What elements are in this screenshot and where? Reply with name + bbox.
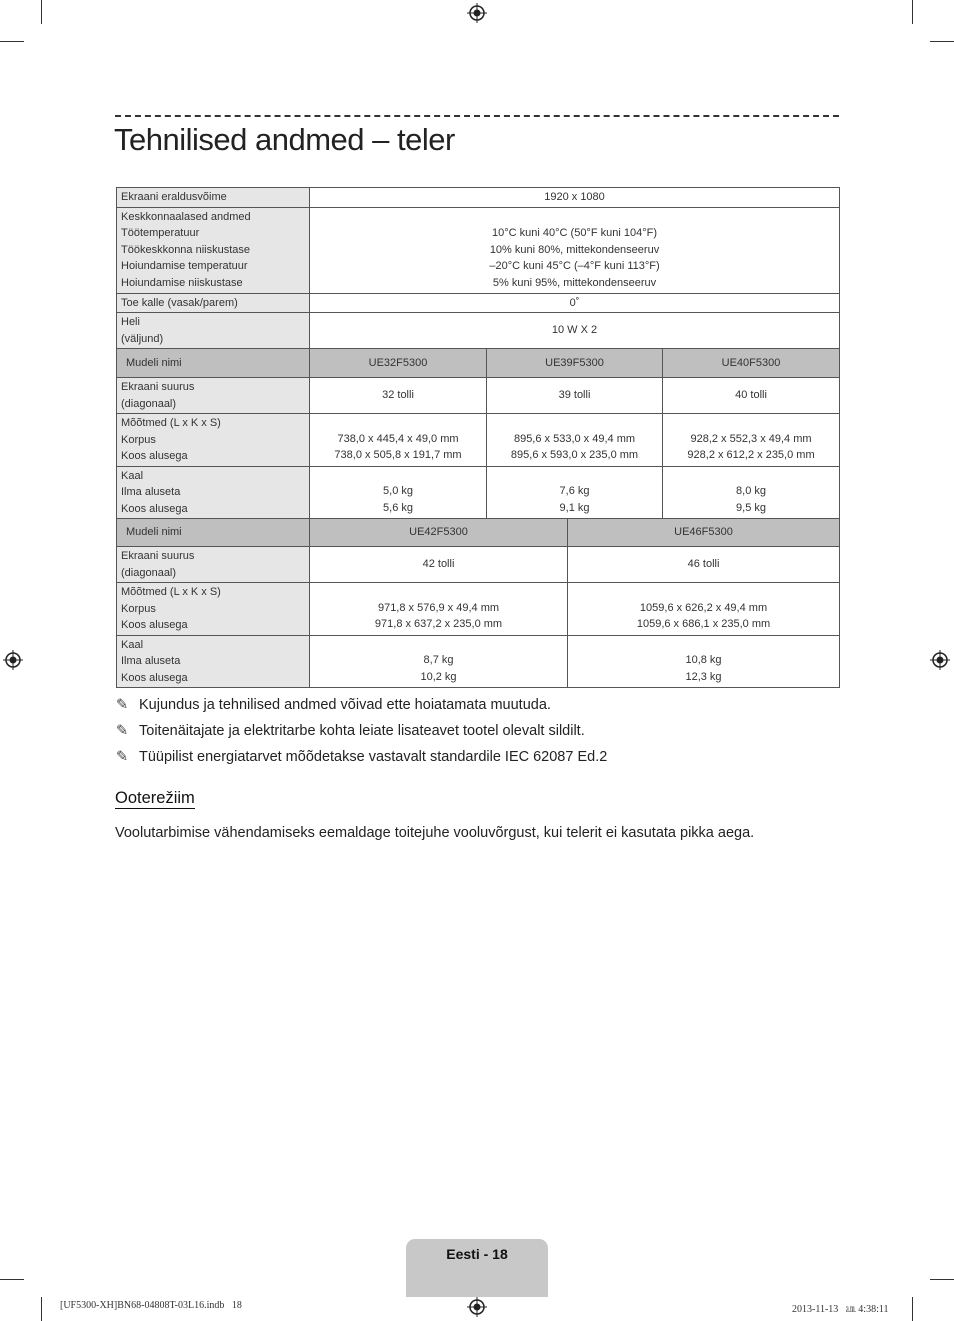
- pencil-note-icon: ✎: [116, 723, 129, 739]
- dim-value: [310, 414, 487, 467]
- dim-value: [310, 583, 568, 636]
- dim-stand: 738,0 x 505,8 x 191,7 mm: [334, 449, 462, 462]
- size-label: Ekraani suurus: [121, 550, 195, 562]
- dim-body: 738,0 x 445,4 x 49,0 mm: [337, 432, 459, 445]
- weight-label: Ilma aluseta: [121, 655, 181, 667]
- dim-body: 1059,6 x 626,2 x 49,4 mm: [639, 601, 768, 614]
- weight-with-stand: 9,1 kg: [559, 501, 590, 514]
- weight-label: Koos alusega: [121, 502, 188, 515]
- weight-value: [310, 635, 568, 688]
- weight-value: [568, 635, 840, 688]
- notes-list: [116, 696, 607, 774]
- pencil-note-icon: ✎: [116, 749, 129, 765]
- spec-table: [116, 187, 840, 688]
- model-name: UE32F5300: [310, 349, 487, 378]
- table-row: [117, 547, 840, 583]
- table-row: [117, 466, 840, 519]
- note-item: [116, 722, 607, 748]
- table-row: [117, 293, 840, 313]
- env-value: 10% kuni 80%, mittekondenseeruv: [489, 243, 660, 256]
- dim-label: Koos alusega: [121, 450, 188, 462]
- row-label: [117, 635, 310, 688]
- row-label: Ekraani eraldusvõime: [117, 188, 310, 208]
- env-label: Hoiundamise niiskustase: [121, 276, 243, 289]
- row-value: [310, 207, 840, 293]
- dim-stand: 895,6 x 593,0 x 235,0 mm: [510, 449, 639, 462]
- title-rule: [115, 115, 839, 117]
- table-row: [117, 414, 840, 467]
- dim-body: 895,6 x 533,0 x 49,4 mm: [513, 432, 636, 445]
- weight-no-stand: 8,0 kg: [736, 485, 766, 498]
- dim-label: Korpus: [121, 433, 156, 446]
- table-row: [117, 378, 840, 414]
- section-body: Voolutarbimise vähendamiseks eemaldage toitejuhe vooluvõrgust, kui telerit ei kasutata pikka aega.: [115, 825, 755, 841]
- page-number: Eesti - 18: [446, 1246, 508, 1262]
- crop-mark: [0, 41, 24, 42]
- row-label: Mudeli nimi: [117, 349, 310, 378]
- row-label: [117, 378, 310, 414]
- weight-with-stand: 10,2 kg: [420, 670, 457, 683]
- crop-mark: [41, 0, 42, 24]
- weight-no-stand: 5,0 kg: [383, 485, 413, 498]
- size-value: 46 tolli: [568, 547, 840, 583]
- dim-body: 971,8 x 576,9 x 49,4 mm: [377, 601, 500, 614]
- env-label: Töökeskkonna niiskustase: [121, 243, 251, 256]
- note-text: Tüüpilist energiatarvet mõõdetakse vastavalt standardile IEC 62087 Ed.2: [139, 749, 608, 765]
- dim-value: [487, 414, 663, 467]
- note-item: [116, 696, 607, 722]
- model-header-row: [117, 519, 840, 547]
- env-label: Keskkonnaalased andmed: [121, 210, 251, 223]
- table-row: [117, 207, 840, 293]
- dim-stand: 971,8 x 637,2 x 235,0 mm: [374, 618, 503, 631]
- note-item: [116, 748, 607, 774]
- env-value: 10°C kuni 40°C (50°F kuni 104°F): [492, 227, 657, 239]
- size-value: 42 tolli: [310, 547, 568, 583]
- registration-mark-icon: [467, 3, 487, 23]
- dim-stand: 1059,6 x 686,1 x 235,0 mm: [636, 618, 771, 631]
- note-text: Toitenäitajate ja elektritarbe kohta leiate lisateavet tootel olevalt sildilt.: [139, 723, 585, 739]
- env-label: Töötemperatuur: [121, 227, 200, 240]
- crop-mark: [930, 41, 954, 42]
- dim-value: [663, 414, 840, 467]
- weight-no-stand: 7,6 kg: [559, 485, 590, 498]
- weight-label: Ilma aluseta: [121, 486, 181, 498]
- row-label: Toe kalle (vasak/parem): [117, 293, 310, 313]
- model-name: UE40F5300: [663, 349, 840, 378]
- table-row: [117, 313, 840, 349]
- crop-mark: [912, 1297, 913, 1321]
- row-label: [117, 414, 310, 467]
- registration-mark-icon: [467, 1297, 487, 1317]
- weight-with-stand: 9,5 kg: [736, 501, 766, 514]
- crop-mark: [0, 1279, 24, 1280]
- weight-label: Kaal: [121, 469, 144, 482]
- env-label: Hoiundamise temperatuur: [121, 260, 248, 273]
- dim-label: Mõõtmed (L x K x S): [121, 586, 221, 598]
- model-name: UE46F5300: [568, 519, 840, 547]
- pencil-note-icon: ✎: [116, 697, 129, 713]
- row-label: [117, 547, 310, 583]
- weight-label: Kaal: [121, 638, 144, 651]
- model-name: UE39F5300: [487, 349, 663, 378]
- sound-label: (väljund): [121, 332, 164, 345]
- weight-no-stand: 10,8 kg: [685, 654, 722, 667]
- row-label: [117, 466, 310, 519]
- note-text: Kujundus ja tehnilised andmed võivad ette hoiatamata muutuda.: [139, 697, 551, 713]
- size-value: 32 tolli: [310, 378, 487, 414]
- weight-no-stand: 8,7 kg: [423, 654, 454, 667]
- crop-mark: [912, 0, 913, 24]
- dim-body: 928,2 x 552,3 x 49,4 mm: [690, 432, 812, 445]
- weight-value: [310, 466, 487, 519]
- dim-label: Koos alusega: [121, 619, 188, 631]
- weight-with-stand: 5,6 kg: [383, 501, 413, 514]
- dim-stand: 928,2 x 612,2 x 235,0 mm: [687, 449, 815, 462]
- size-label: Ekraani suurus: [121, 381, 195, 393]
- size-label: (diagonaal): [121, 397, 177, 410]
- table-row: [117, 188, 840, 208]
- row-value: 1920 x 1080: [310, 188, 840, 208]
- dim-label: Mõõtmed (L x K x S): [121, 417, 221, 429]
- row-label: Mudeli nimi: [117, 519, 310, 547]
- env-value: –20°C kuni 45°C (–4°F kuni 113°F): [489, 260, 660, 272]
- row-label: [117, 313, 310, 349]
- row-label: [117, 583, 310, 636]
- weight-value: [663, 466, 840, 519]
- env-value: 5% kuni 95%, mittekondenseeruv: [492, 276, 657, 289]
- sound-label: Heli: [121, 316, 140, 328]
- size-label: (diagonaal): [121, 566, 177, 579]
- registration-mark-icon: [3, 650, 23, 670]
- dim-value: [568, 583, 840, 636]
- size-value: 40 tolli: [663, 378, 840, 414]
- page-title: Tehnilised andmed – teler: [114, 122, 455, 157]
- table-row: [117, 583, 840, 636]
- row-value: 10 W X 2: [310, 313, 840, 349]
- table-row: [117, 635, 840, 688]
- dim-label: Korpus: [121, 602, 156, 615]
- size-value: 39 tolli: [487, 378, 663, 414]
- registration-mark-icon: [930, 650, 950, 670]
- weight-value: [487, 466, 663, 519]
- crop-mark: [41, 1297, 42, 1321]
- print-file-info: [UF5300-XH]BN68-04808T-03L16.indb 18: [60, 1300, 242, 1311]
- weight-label: Koos alusega: [121, 671, 188, 684]
- weight-with-stand: 12,3 kg: [685, 670, 722, 683]
- model-header-row: [117, 349, 840, 378]
- row-value: 0˚: [310, 293, 840, 313]
- model-name: UE42F5300: [310, 519, 568, 547]
- row-label: [117, 207, 310, 293]
- crop-mark: [930, 1279, 954, 1280]
- print-datetime: 2013-11-13 ㏂ 4:38:11: [792, 1304, 889, 1315]
- section-heading: Ooterežiim: [115, 789, 195, 807]
